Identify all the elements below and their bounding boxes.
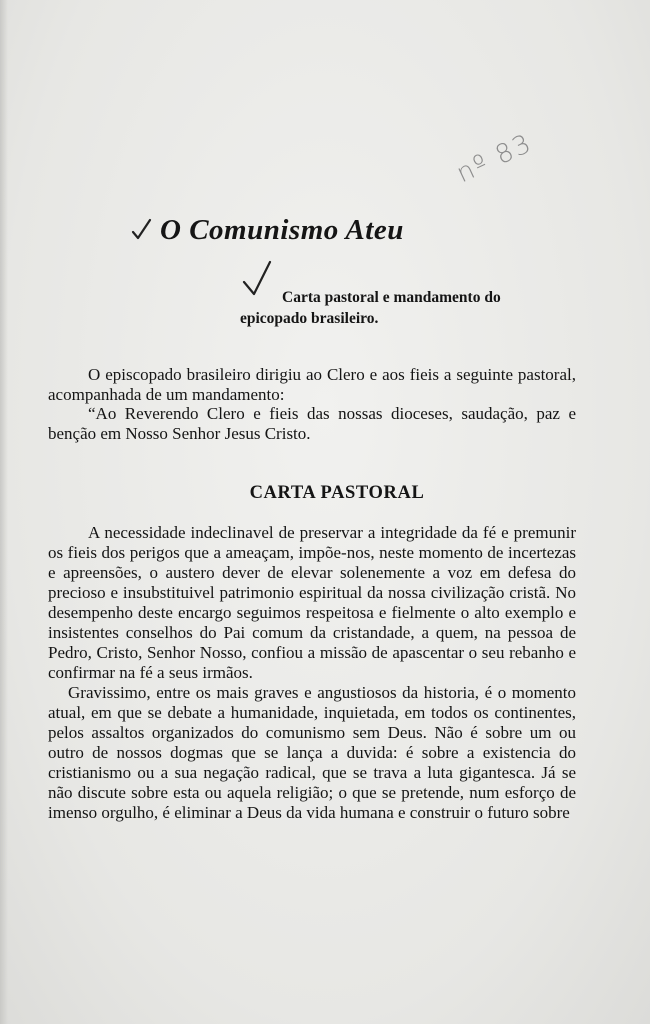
document-title: O Comunismo Ateu [160,214,404,246]
handwritten-annotation [448,92,548,190]
checkmark-icon [130,218,154,242]
intro-paragraph: O episcopado brasileiro dirigiu ao Clero e aos fieis a seguinte pastoral, acompanhada de um mandamento: [48,365,576,404]
body-paragraph: Gravissimo, entre os mais graves e angustiosos da historia, é o momento atual, em que se debate a humanidade, inquietada, em todos os continentes, pelos assaltos organizados do comunismo sem Deus. Não é sobre um ou outro de nossos dogmas que se lança a duvida: é sobre a existencia do cristianismo ou a sua negação radical, que se trava a luta gigantesca. Já se não discute sobre esta ou aquela religião; o que se pretende, num esforço de imenso orgulho, é eliminar a Deus da vida humana e construir o futuro sobre [48,683,576,822]
section-heading: CARTA PASTORAL [249,483,425,503]
body-text [48,523,576,823]
body-paragraph: A necessidade indeclinavel de preservar a integridade da fé e premunir os fieis dos perigos que a ameaçam, impõe-nos, neste momento de incertezas e apreensões, o austero dever de elevar solenemente a voz em defesa do precioso e insubstituivel patrimonio espiritual da nossa civilização cristã. No desempenho deste encargo seguimos respeitosa e fielmente o alto exemplo e insistentes conselhos do Pai comum da cristandade, a quem, na pessoa de Pedro, Cristo, Senhor Nosso, confiou a missão de apascentar o seu rebanho e confirmar na fé a seus irmãos. [48,523,576,682]
handwritten-number: nº 83 [452,128,538,190]
subtitle [240,287,590,329]
greeting-paragraph: “Ao Reverendo Clero e fieis das nossas dioceses, saudação, paz e benção em Nosso Senhor Jesus Cristo. [48,404,576,443]
intro-section [48,365,576,443]
subtitle-line-1: Carta pastoral e mandamento do [282,289,501,306]
subtitle-line-2: epicopado brasileiro. [240,310,379,327]
